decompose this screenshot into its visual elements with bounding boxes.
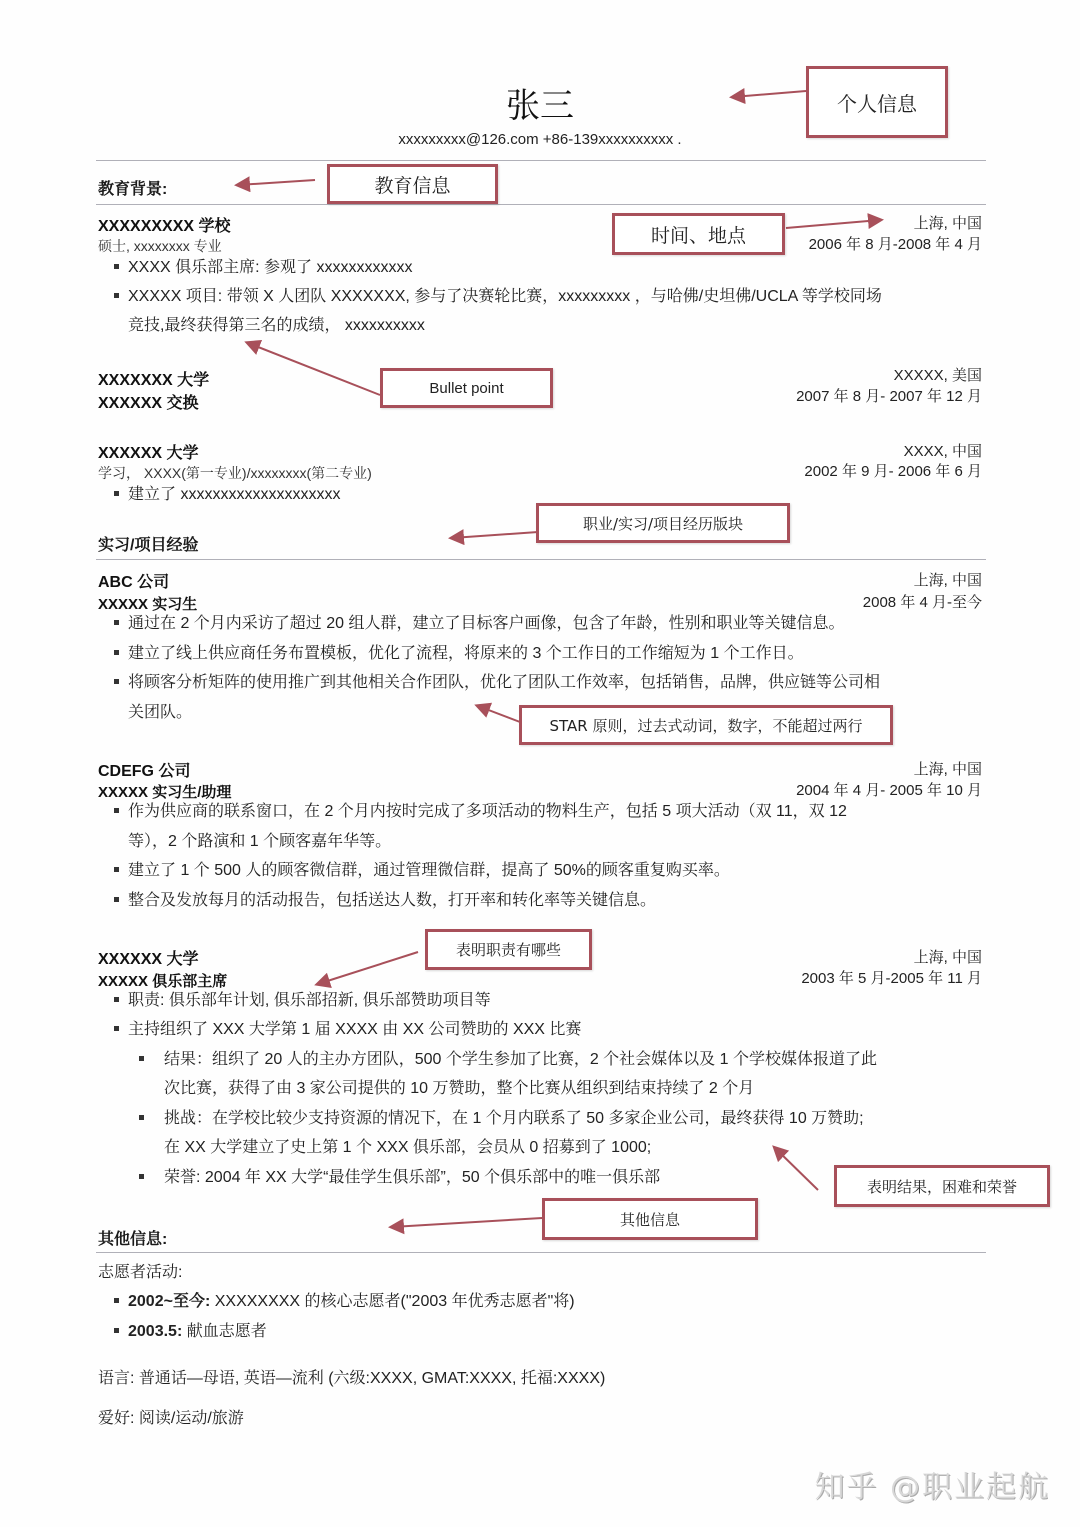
annotation-duties: 表明职责有哪些 <box>425 929 592 970</box>
divider <box>96 204 986 205</box>
edu-3-major: 学习， XXXX(第一专业)/xxxxxxxx(第二专业) <box>98 465 372 481</box>
exp-1-location: 上海, 中国 <box>913 572 982 589</box>
bullet-icon <box>114 264 119 269</box>
annotation-personal-info: 个人信息 <box>806 66 948 138</box>
annotation-other-info: 其他信息 <box>542 1198 758 1240</box>
exp-2-date: 2004 年 4 月- 2005 年 10 月 <box>796 782 982 799</box>
bullet-icon <box>114 491 119 496</box>
exp-3-location: 上海, 中国 <box>913 949 982 966</box>
list-item: 建立了 1 个 500 人的顾客微信群，通过管理微信群，提高了 50%的顾客重复购买率。 <box>128 856 730 885</box>
list-item-cont: 等），2 个路演和 1 个顾客嘉年华等。 <box>128 833 392 850</box>
list-item: 通过在 2 个月内采访了超过 20 组人群，建立了目标客户画像，包含了年龄，性别和职业等关键信息。 <box>128 609 844 638</box>
edu-1-org: XXXXXXXXX 学校 <box>98 218 231 235</box>
annotation-experience-block: 职业/实习/项目经历版块 <box>536 503 790 543</box>
exp-3-org: XXXXXX 大学 <box>98 951 199 968</box>
resume-name: 张三 <box>506 86 574 126</box>
list-item: XXXX 俱乐部主席: 参观了 xxxxxxxxxxxx <box>128 253 412 282</box>
bullet-icon <box>114 1298 119 1303</box>
list-item: 建立了 xxxxxxxxxxxxxxxxxxxx <box>128 480 340 509</box>
exp-1-date: 2008 年 4 月-至今 <box>862 594 982 611</box>
annotation-star-principle: STAR 原则，过去式动词，数字，不能超过两行 <box>519 705 893 745</box>
edu-1-location: 上海, 中国 <box>913 215 982 232</box>
edu-1-degree: 硕士, xxxxxxxx 专业 <box>98 238 222 254</box>
list-item-cont: 关团队。 <box>128 704 193 721</box>
sub-list-item: 结果：组织了 20 人的主办方团队，500 个学生参加了比赛，2 个社会媒体以及 1 个学校媒体报道了此 <box>164 1045 877 1074</box>
bullet-icon <box>114 650 119 655</box>
exp-2-location: 上海, 中国 <box>913 761 982 778</box>
list-item: 2003.5: 献血志愿者 <box>128 1317 267 1346</box>
annotation-results: 表明结果，困难和荣誉 <box>834 1165 1050 1207</box>
list-item: 建立了线上供应商任务布置模板，优化了流程，将原来的 3 个工作日的工作缩短为 1 个工作日。 <box>128 639 804 668</box>
bullet-icon <box>114 867 119 872</box>
exp-1-org: ABC 公司 <box>98 574 170 591</box>
divider <box>96 1252 986 1253</box>
divider <box>96 559 986 560</box>
list-item: XXXXX 项目: 带领 X 人团队 XXXXXXX, 参与了决赛轮比赛，xxxxxxxxx ，与哈佛/史坦佛/UCLA 等学校同场 <box>128 282 882 311</box>
exp-3-date: 2003 年 5 月-2005 年 11 月 <box>801 970 982 987</box>
bullet-icon <box>114 897 119 902</box>
bullet-icon <box>114 293 119 298</box>
list-item: 2002~至今: XXXXXXXX 的核心志愿者("2003 年优秀志愿者"将) <box>128 1287 575 1316</box>
hobby-line: 爱好: 阅读/运动/旅游 <box>98 1410 244 1427</box>
bullet-icon <box>139 1115 144 1120</box>
section-experience-title: 实习/项目经验 <box>98 537 199 554</box>
edu-2-org: XXXXXXX 大学 <box>98 372 210 389</box>
edu-2-date: 2007 年 8 月- 2007 年 12 月 <box>796 388 982 405</box>
exp-2-role: XXXXX 实习生/助理 <box>98 784 232 801</box>
list-item: 整合及发放每月的活动报告，包括送达人数，打开率和转化率等关键信息。 <box>128 886 656 915</box>
sub-list-item: 挑战：在学校比较少支持资源的情况下，在 1 个月内联系了 50 多家企业公司，最终获得 10 万赞助; <box>164 1104 864 1133</box>
bullet-icon <box>114 679 119 684</box>
language-line: 语言: 普通话—母语, 英语—流利 (六级:XXXX, GMAT:XXXX, 托福:XXXX) <box>98 1370 606 1387</box>
bullet-icon <box>139 1174 144 1179</box>
exp-3-role: XXXXX 俱乐部主席 <box>98 973 228 990</box>
watermark: 知乎 @职业起航 <box>814 1470 1050 1505</box>
list-item: 作为供应商的联系窗口，在 2 个月内按时完成了多项活动的物料生产，包括 5 项大活动（双 11，双 12 <box>128 797 847 826</box>
list-item: 主持组织了 XXX 大学第 1 届 XXXX 由 XX 公司赞助的 XXX 比赛 <box>128 1015 581 1044</box>
sub-list-item-cont: 在 XX 大学建立了史上第 1 个 XXX 俱乐部，会员从 0 招募到了 1000; <box>164 1139 652 1156</box>
bullet-icon <box>114 1328 119 1333</box>
exp-1-role: XXXXX 实习生 <box>98 596 198 613</box>
annotation-time-place: 时间、地点 <box>612 213 785 255</box>
exp-2-org: CDEFG 公司 <box>98 763 191 780</box>
bullet-icon <box>114 1026 119 1031</box>
edu-3-date: 2002 年 9 月- 2006 年 6 月 <box>804 463 982 480</box>
bullet-icon <box>114 808 119 813</box>
edu-3-location: XXXX, 中国 <box>903 443 982 460</box>
edu-1-date: 2006 年 8 月-2008 年 4 月 <box>808 236 982 253</box>
sub-list-item: 荣誉: 2004 年 XX 大学“最佳学生俱乐部”，50 个俱乐部中的唯一俱乐部 <box>164 1163 660 1192</box>
list-item-cont: 竞技,最终获得第三名的成绩， xxxxxxxxxx <box>128 317 425 334</box>
annotation-bullet-point: Bullet point <box>380 368 553 408</box>
bullet-icon <box>114 997 119 1002</box>
edu-3-org: XXXXXX 大学 <box>98 445 199 462</box>
edu-2-sub: XXXXXX 交换 <box>98 395 199 412</box>
contact-info: xxxxxxxxx@126.com +86-139xxxxxxxxxx . <box>398 131 682 148</box>
sub-list-item-cont: 次比赛，获得了由 3 家公司提供的 10 万赞助，整个比赛从组织到结束持续了 2 个月 <box>164 1080 755 1097</box>
edu-2-location: XXXXX, 美国 <box>893 367 982 384</box>
annotation-education-info: 教育信息 <box>327 164 498 204</box>
volunteer-title: 志愿者活动: <box>98 1264 183 1281</box>
list-item: 将顾客分析矩阵的使用推广到其他相关合作团队，优化了团队工作效率，包括销售，品牌，供应链等公司相 <box>128 668 880 697</box>
list-item: 职责: 俱乐部年计划, 俱乐部招新, 俱乐部赞助项目等 <box>128 986 491 1015</box>
bullet-icon <box>139 1056 144 1061</box>
divider <box>96 160 986 161</box>
section-education-title: 教育背景: <box>98 181 168 198</box>
section-other-title: 其他信息: <box>98 1231 168 1248</box>
bullet-icon <box>114 620 119 625</box>
